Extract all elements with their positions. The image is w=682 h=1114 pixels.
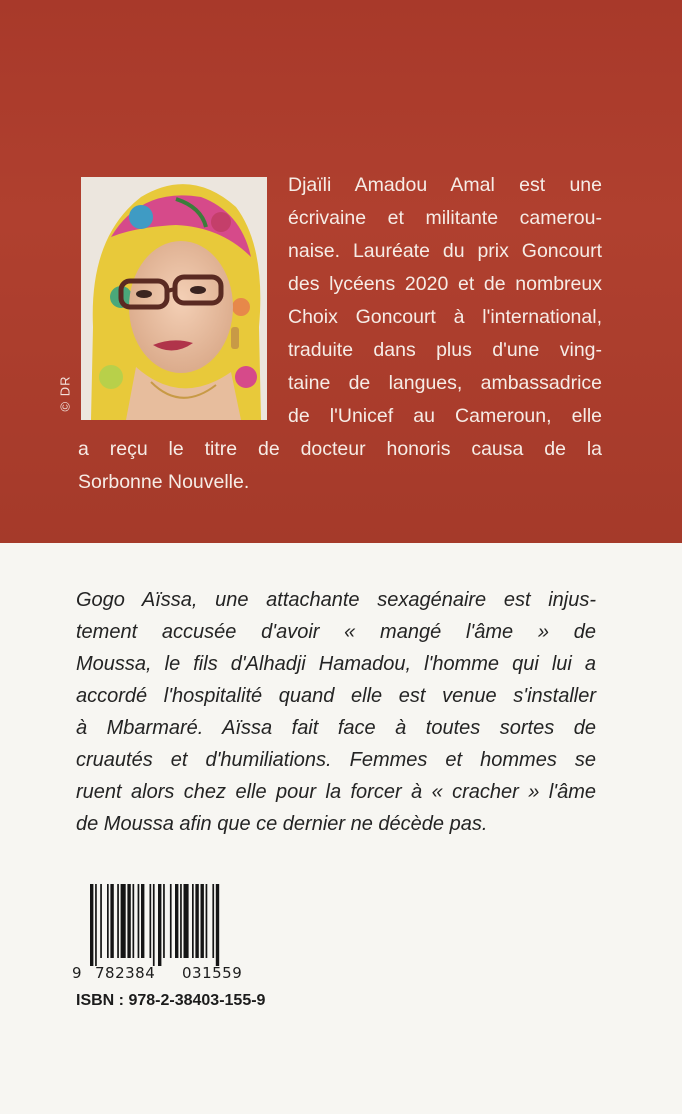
bio-line-1: Djaïli Amadou Amal est une	[288, 174, 602, 196]
summary-line-5: à Mbarmaré. Aïssa fait face à toutes sortes de	[76, 717, 596, 739]
summary-line-6: cruautés et d'humiliations. Femmes et hommes se	[76, 749, 596, 771]
barcode-digit-lead: 9	[72, 964, 83, 982]
isbn-barcode	[88, 884, 264, 966]
author-photo	[81, 177, 267, 420]
author-portrait-illustration	[81, 177, 267, 420]
photo-credit: © DR	[57, 375, 73, 412]
barcode-digits-group-2: 031559	[182, 964, 243, 982]
summary-line-8: de Moussa afin que ce dernier ne décède pas.	[76, 813, 488, 835]
isbn-number: ISBN : 978-2-38403-155-9	[76, 992, 266, 1009]
bio-line-7: taine de langues, ambassadrice	[288, 372, 602, 394]
bio-line-6: traduite dans plus d'une ving-	[288, 339, 602, 361]
summary-line-4: accordé l'hospitalité quand elle est venue s'installer	[76, 685, 596, 707]
summary-line-7: ruent alors chez elle pour la forcer à « cracher » l'âme	[76, 781, 596, 803]
bio-line-4: des lycéens 2020 et de nombreux	[288, 273, 602, 295]
bio-line-3: naise. Lauréate du prix Goncourt	[288, 240, 602, 262]
summary-line-1: Gogo Aïssa, une attachante sexagénaire est injus-	[76, 589, 596, 611]
bio-line-8: de l'Unicef au Cameroun, elle	[288, 405, 602, 427]
bio-line-2: écrivaine et militante camerou-	[288, 207, 602, 229]
summary-line-3: Moussa, le fils d'Alhadji Hamadou, l'homme qui lui a	[76, 653, 596, 675]
bio-line-9: a reçu le titre de docteur honoris causa de la	[78, 438, 602, 460]
barcode-digits-group-1: 782384	[95, 964, 156, 982]
bio-line-10: Sorbonne Nouvelle.	[78, 471, 250, 493]
bio-line-5: Choix Goncourt à l'international,	[288, 306, 602, 328]
summary-line-2: tement accusée d'avoir « mangé l'âme » de	[76, 621, 596, 643]
